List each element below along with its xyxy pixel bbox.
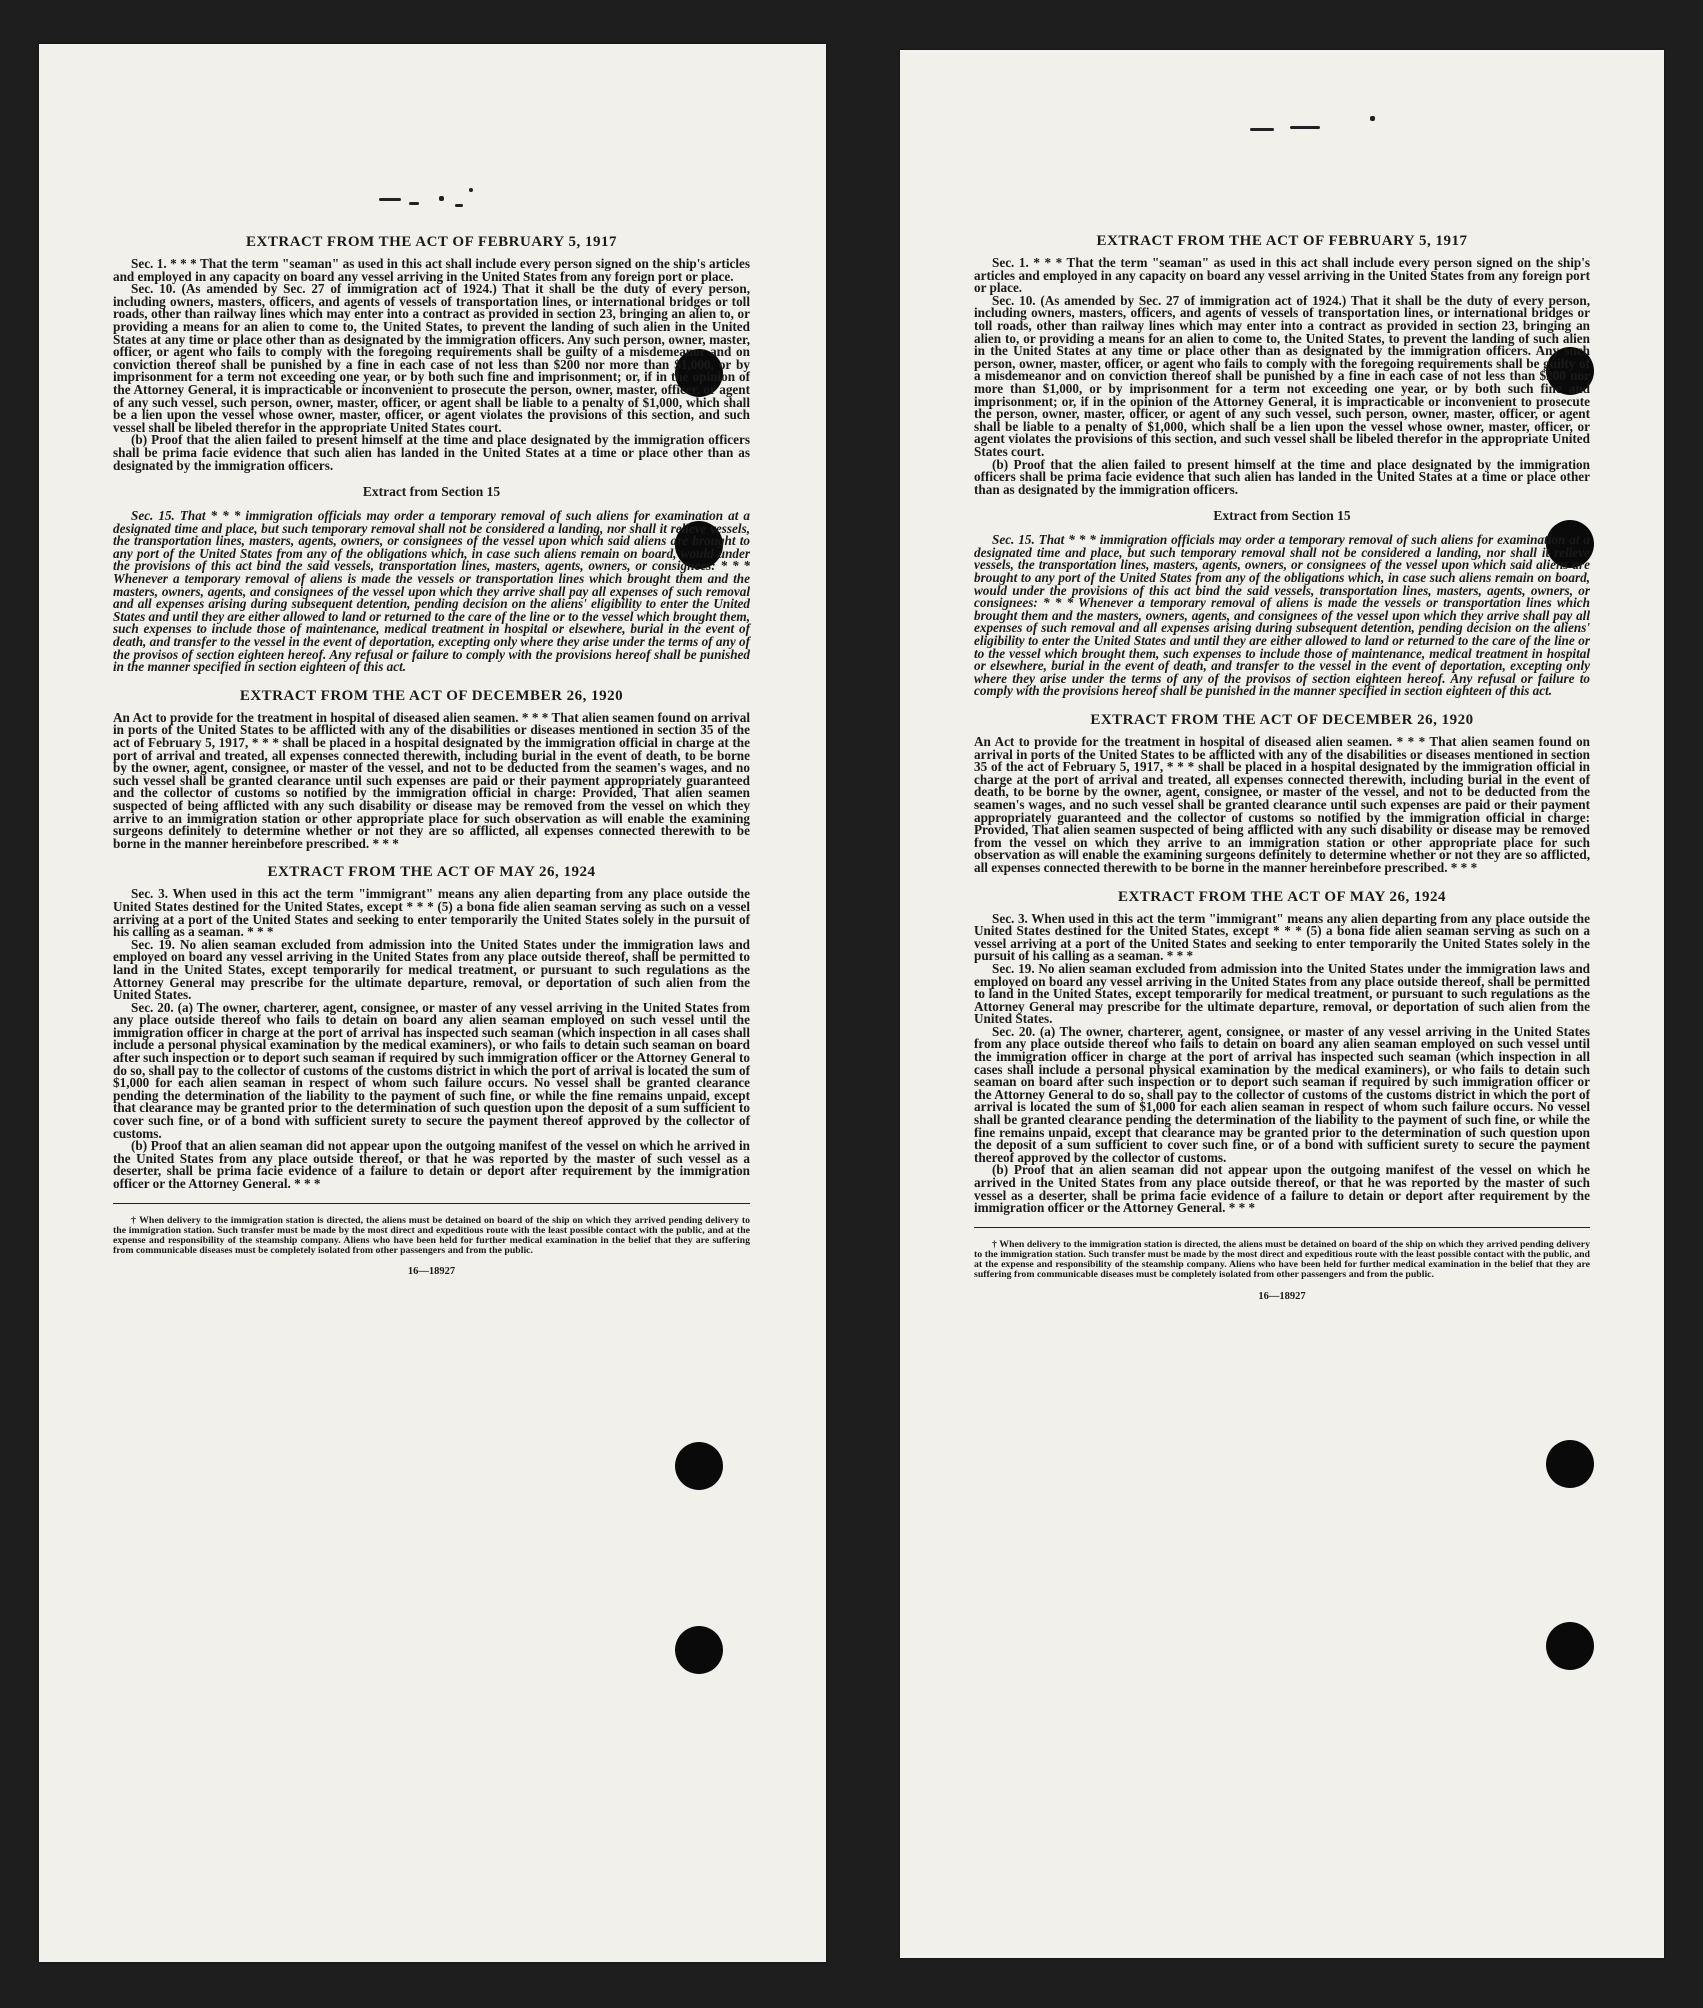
- print-specks: [339, 180, 559, 210]
- section-1-text: Sec. 1. * * * That the term "seaman" as used in this act shall include every person signed on the ship's articles and employed in any capacity on board any vessel arriving in the United States from any foreign port or place.: [113, 256, 750, 284]
- document-page-left: [39, 44, 826, 1962]
- punch-hole: [675, 1626, 723, 1674]
- section-15-text: Sec. 15. That * * * immigration officials may order a temporary removal of such aliens for examination at a designated time and place, but such temporary removal shall not be considered a landing, nor shall it relieve vessels, the transportation lines, masters, agents, owners, or consignees of the vessel upon which said aliens are brought to any port of the United States from any of the obligations which, in case such aliens remain on board, would under the provisions of this act bind the said vessels, transportation lines, masters, agents, owners, or consignees: * * * Whenever a temporary removal of aliens is made the vessels or transportation lines which brought them and the masters, owners, agents, and consignees of the vessel upon which they arrive shall pay all expenses of such removal and all expenses arising during subsequent detention, pending decision on the aliens' eligibility to enter the United States and until they are either allowed to land or returned to the care of the line or to the vessel which brought them, such expenses to include those of maintenance, medical treatment in hospital or elsewhere, burial in the event of death, and transfer to the vessel in the event of deportation, excepting only where they arise under the terms of any of the provisos of section eighteen hereof. Any refusal or failure to comply with the provisions hereof shall be punished in the manner specified in section eighteen of this act.: [113, 508, 750, 675]
- form-code: 16—18927: [1258, 1290, 1306, 1302]
- act-1920-text: An Act to provide for the treatment in hospital of diseased alien seamen. * * * That alien seamen found on arrival in ports of the United States to be afflicted with any of the disabilities or diseases mentioned in section 35 of the act of February 5, 1917, * * * shall be placed in a hospital designated by the immigration official in charge at the port of arrival and treated, all expenses connected therewith, including burial in the event of death, to be borne by the owner, agent, consignee, or master of the vessel, and not to be deducted from the seamen's wages, and no such vessel shall be granted clearance until such expenses are paid or their payment appropriately guaranteed and the collector of customs so notified by the immigration official in charge: Provided, That alien seamen suspected of being afflicted with any such disability or disease may be removed from the vessel on which they arrive to an immigration station or other appropriate place for such observation as will enable the examining surgeons definitely to determine whether or not they are so afflicted, all expenses connected therewith to be borne in the manner hereinbefore prescribed. * * *: [113, 709, 750, 851]
- heading-act-1924: EXTRACT FROM THE ACT OF MAY 26, 1924: [1117, 888, 1447, 905]
- divider: [974, 1227, 1590, 1228]
- section-19-text: Sec. 19. No alien seaman excluded from admission into the United States under the immigration laws and employed on board any vessel arriving in the United States from any place outside thereof, shall be permitted to land in the United States, except temporarily for medical treatment, or pursuant to such regulations as the Attorney General may prescribe for the ultimate departure, removal, or deportation of such alien from the United States.: [974, 960, 1590, 1027]
- document-page-right: [900, 50, 1664, 1958]
- section-20-text: Sec. 20. (a) The owner, charterer, agent, consignee, or master of any vessel arriving in the United States from any place outside thereof who fails to detain on board any alien seaman employed on such vessel until the immigration officer in charge at the port of arrival has inspected such seaman (which inspection in all cases shall include a personal physical examination by the medical examiners), or who fails to detain such seaman on board after such inspection or to deport such seaman if required by such immigration officer or the Attorney General to do so, shall pay to the collector of customs of the customs district in which the port of arrival is located the sum of $1,000 for each alien seaman in respect of whom such failure occurs. No vessel shall be granted clearance pending the determination of the liability to the payment of such fine, or while the fine remains unpaid, except that clearance may be granted prior to the determination of such question upon the deposit of a sum sufficient to cover such fine, or of a bond with sufficient surety to secure the payment thereof approved by the collector of customs.: [974, 1023, 1590, 1165]
- section-15-text: Sec. 15. That * * * immigration officials may order a temporary removal of such aliens for examination at a designated time and place, but such temporary removal shall not be considered a landing, nor shall it relieve vessels, the transportation lines, masters, agents, owners, or consignees of the vessel upon which said aliens are brought to any port of the United States from any of the obligations which, in case such aliens remain on board, would under the provisions of this act bind the said vessels, transportation lines, masters, agents, owners, or consignees: * * * Whenever a temporary removal of aliens is made the vessels or transportation lines which brought them and the masters, owners, agents, and consignees of the vessel upon which they arrive shall pay all expenses of such removal and all expenses arising during subsequent detention, pending decision on the aliens' eligibility to enter the United States and until they are either allowed to land or returned to the care of the line or to the vessel which brought them, such expenses to include those of maintenance, medical treatment in hospital or elsewhere, burial in the event of death, and transfer to the vessel in the event of deportation, excepting only where they arise under the terms of any of the provisos of section eighteen hereof. Any refusal or failure to comply with the provisions hereof shall be punished in the manner specified in section eighteen of this act.: [974, 532, 1590, 699]
- section-20b-text: (b) Proof that an alien seaman did not appear upon the outgoing manifest of the vessel on which he arrived in the United States from any place outside thereof, or that he was reported by the master of such vessel as a deserter, shall be prima facie evidence of a failure to detain or deport after requirement by the immigration officer or the Attorney General. * * *: [974, 1162, 1590, 1216]
- heading-act-1920: EXTRACT FROM THE ACT OF DECEMBER 26, 1920: [239, 687, 624, 704]
- section-10-text: Sec. 10. (As amended by Sec. 27 of immigration act of 1924.) That it shall be the duty of every person, including owners, masters, officers, and agents of vessels of transportation lines, or international bridges or toll roads, other than railway lines which may enter into a contract as provided in section 23, bringing an alien to, or providing a means for an alien to come to, the United States, to prevent the landing of such alien in the United States at any time or place other than as designated by the immigration officers. Any such person, owner, master, officer, or agent who fails to comply with the foregoing requirements shall be guilty of a misdemeanor and on conviction thereof shall be punished by a fine in each case of not less than $200 nor more than $1,000, or by imprisonment for a term not exceeding one year, or by both such fine and imprisonment; or, if in the opinion of the Attorney General, it is impracticable or inconvenient to prosecute the person, owner, master, officer, or agent of any such vessel, such person, owner, master, officer, or agent shall be liable to a penalty of $1,000, which shall be a lien upon the vessel whose owner, master, officer, or agent violates the provisions of this section, and such vessel shall be libeled therefor in the appropriate United States court.: [974, 292, 1590, 459]
- act-1920-text: An Act to provide for the treatment in hospital of diseased alien seamen. * * * That alien seamen found on arrival in ports of the United States to be afflicted with any of the disabilities or diseases mentioned in section 35 of the act of February 5, 1917, * * * shall be placed in a hospital designated by the immigration official in charge at the port of arrival and treated, all expenses connected therewith, including burial in the event of death, to be borne by the owner, agent, consignee, or master of the vessel, and not to be deducted from the seamen's wages, and no such vessel shall be granted clearance until such expenses are paid or their payment appropriately guaranteed and the collector of customs so notified by the immigration official in charge: Provided, That alien seamen suspected of being afflicted with any such disability or disease may be removed from the vessel on which they arrive to an immigration station or other appropriate place for such observation as will enable the examining surgeons definitely to determine whether or not they are so afflicted, all expenses connected therewith to be borne in the manner hereinbefore prescribed. * * *: [974, 734, 1590, 875]
- section-3-text: Sec. 3. When used in this act the term "immigrant" means any alien departing from any place outside the United States destined for the United States, except * * * (5) a bona fide alien seaman serving as such on a vessel arriving at a port of the United States and seeking to enter temporarily the United States solely in the pursuit of his calling as a seaman. * * *: [113, 886, 750, 940]
- print-specks: [1250, 120, 1470, 150]
- punch-hole: [675, 1442, 723, 1490]
- section-3-text: Sec. 3. When used in this act the term "immigrant" means any alien departing from any place outside the United States destined for the United States, except * * * (5) a bona fide alien seaman serving as such on a vessel arriving at a port of the United States and seeking to enter temporarily the United States solely in the pursuit of his calling as a seaman. * * *: [974, 910, 1590, 964]
- section-1-text: Sec. 1. * * * That the term "seaman" as used in this act shall include every person signed on the ship's articles and employed in any capacity on board any vessel arriving in the United States from any foreign port or place.: [974, 255, 1590, 296]
- section-20b-text: (b) Proof that an alien seaman did not appear upon the outgoing manifest of the vessel on which he arrived in the United States from any place outside thereof, or that he was reported by the master of such vessel as a deserter, shall be prima facie evidence of a failure to detain or deport after requirement by the immigration officer or the Attorney General. * * *: [113, 1138, 750, 1191]
- footnote-text: † When delivery to the immigration station is directed, the aliens must be detained on board of the ship on which they arrived pending delivery to the immigration station. Such transfer must be made by the most direct and expeditious route with the least possible contact with the public, and at the expense and responsibility of the steamship company. Aliens who have been held for further medical examination in the belief that they are suffering from communicable diseases must be completely isolated from other passengers and from the public.: [974, 1238, 1590, 1281]
- section-10b-text: (b) Proof that the alien failed to present himself at the time and place designated by the immigration officers shall be prima facie evidence that such alien has landed in the United States at a time or place other than as designated by the immigration officers.: [974, 456, 1590, 497]
- subheading-section-15: Extract from Section 15: [362, 484, 501, 500]
- heading-act-1917: EXTRACT FROM THE ACT OF FEBRUARY 5, 1917: [1096, 233, 1468, 249]
- divider: [113, 1203, 750, 1204]
- footnote-text: † When delivery to the immigration station is directed, the aliens must be detained on board of the ship on which they arrived pending delivery to the immigration station. Such transfer must be made by the most direct and expeditious route with the least possible contact with the public, and at the expense and responsibility of the steamship company. Aliens who have been held for further medical examination in the belief that they are suffering from communicable diseases must be completely isolated from other passengers and from the public.: [113, 1214, 750, 1257]
- section-10b-text: (b) Proof that the alien failed to present himself at the time and place designated by the immigration officers shall be prima facie evidence that such alien has landed in the United States at a time or place other than as designated by the immigration officers.: [113, 432, 750, 473]
- heading-act-1917: EXTRACT FROM THE ACT OF FEBRUARY 5, 1917: [246, 234, 617, 250]
- heading-act-1920: EXTRACT FROM THE ACT OF DECEMBER 26, 1920: [1090, 712, 1474, 728]
- section-10-text: Sec. 10. (As amended by Sec. 27 of immigration act of 1924.) That it shall be the duty of every person, including owners, masters, officers, and agents of vessels of transportation lines, or international bridges or toll roads, other than railway lines which may enter into a contract as provided in section 23, bringing an alien to, or providing a means for an alien to come to, the United States, to prevent the landing of such alien in the United States at any time or place other than as designated by the immigration officers. Any such person, owner, master, officer, or agent who fails to comply with the foregoing requirements shall be guilty of a misdemeanor and on conviction thereof shall be punished by a fine in each case of not less than $200 nor more than $1,000, or by imprisonment for a term not exceeding one year, or by both such fine and imprisonment; or, if in the opinion of the Attorney General, it is impracticable or inconvenient to prosecute the person, owner, master, officer, or agent of any such vessel, such person, owner, master, officer, or agent shall be liable to a penalty of $1,000, which shall be a lien upon the vessel whose owner, master, officer, or agent violates the provisions of this section, and such vessel shall be libeled therefor in the appropriate United States court.: [113, 281, 750, 435]
- subheading-section-15: Extract from Section 15: [1213, 508, 1351, 524]
- heading-act-1924: EXTRACT FROM THE ACT OF MAY 26, 1924: [267, 864, 596, 881]
- section-19-text: Sec. 19. No alien seaman excluded from admission into the United States under the immigration laws and employed on board any vessel arriving in the United States from any place outside thereof, shall be permitted to land in the United States, except temporarily for medical treatment, or pursuant to such regulations as the Attorney General may prescribe for the ultimate departure, removal, or deportation of such alien from the United States.: [113, 936, 750, 1003]
- section-20-text: Sec. 20. (a) The owner, charterer, agent, consignee, or master of any vessel arriving in the United States from any place outside thereof who fails to detain on board any alien seaman employed on such vessel until the immigration officer in charge at the port of arrival has inspected such seaman (which inspection in all cases shall include a personal physical examination by the medical examiners), or who fails to detain such seaman on board after such inspection or to deport such seaman if required by such immigration officer or the Attorney General to do so, shall pay to the collector of customs of the customs district in which the port of arrival is located the sum of $1,000 for each alien seaman in respect of whom such failure occurs. No vessel shall be granted clearance pending the determination of the liability to the payment of such fine, or while the fine remains unpaid, except that clearance may be granted prior to the determination of such question upon the deposit of a sum sufficient to cover such fine, or of a bond with sufficient surety to secure the payment thereof approved by the collector of customs.: [113, 999, 750, 1141]
- form-code: 16—18927: [407, 1266, 456, 1278]
- punch-hole: [1546, 1440, 1594, 1488]
- punch-hole: [1546, 1622, 1594, 1670]
